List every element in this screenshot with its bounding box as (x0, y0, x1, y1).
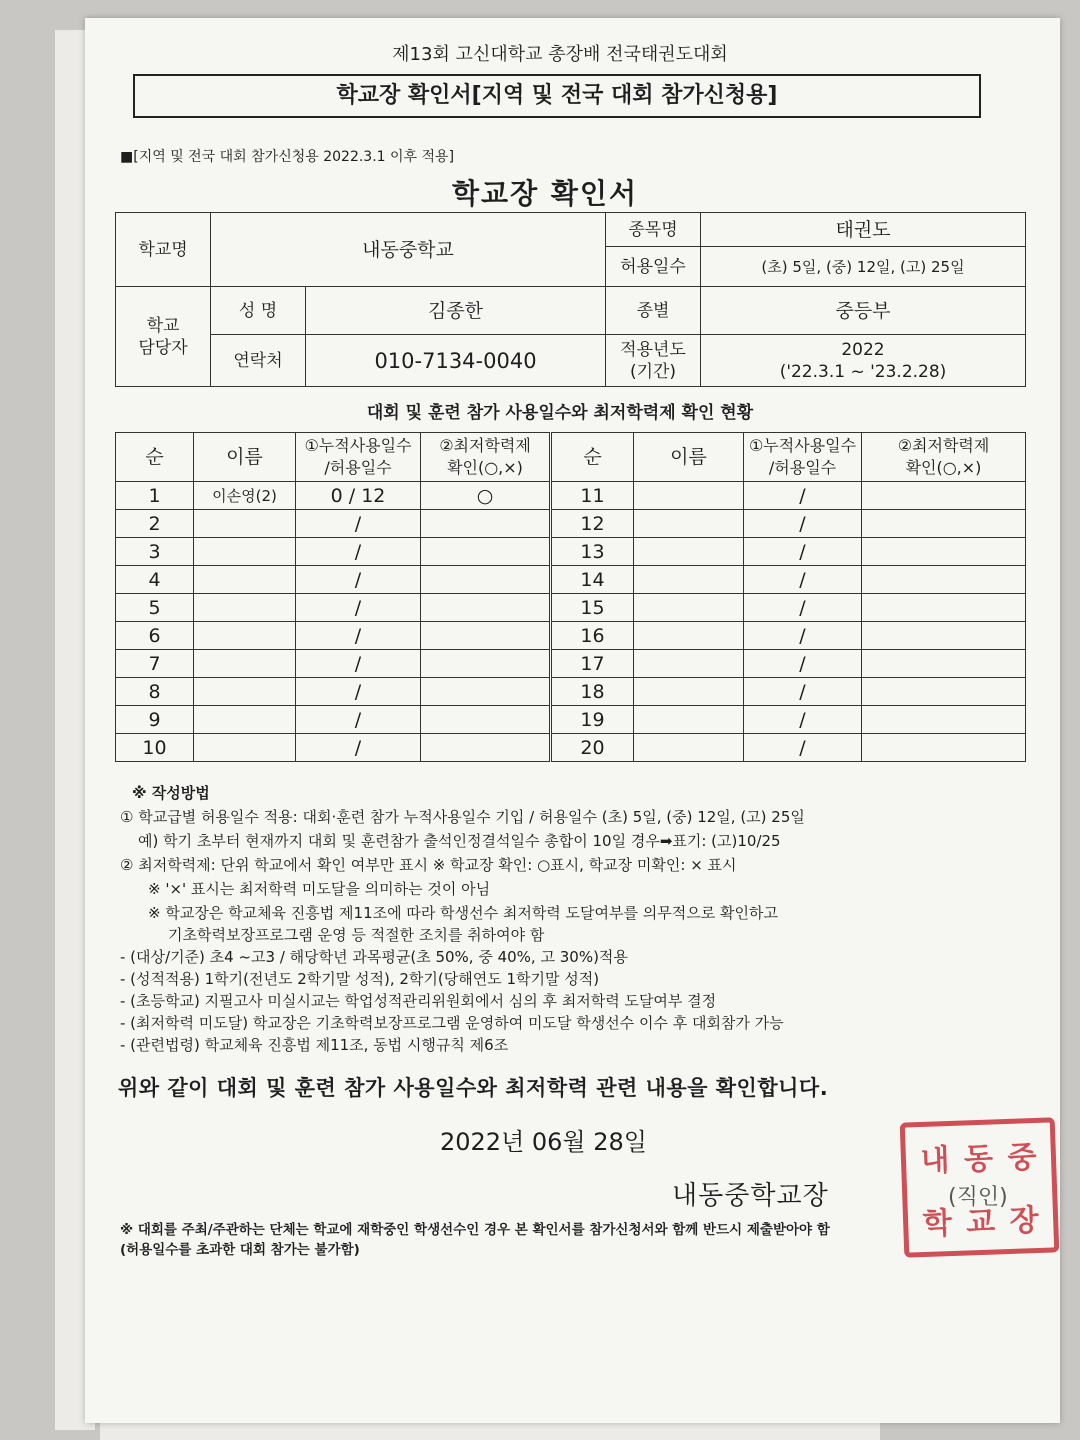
note-line: 예) 학기 초부터 현재까지 대회 및 훈련참가 출석인정결석일수 총합이 10일 경우➡표기: (고)10/25 (138, 832, 781, 850)
seal-label: (직인) (948, 1185, 1008, 1210)
table-row (116, 594, 1026, 622)
row-number: 4 (116, 566, 194, 594)
note-line: - (관련법령) 학교체육 진흥법 제11조, 동법 시행규칙 제6조 (120, 1036, 509, 1054)
used-days: / (296, 678, 421, 706)
usage-table (115, 432, 1026, 762)
stamp-char: 학 (922, 1205, 953, 1242)
student-name (194, 538, 296, 566)
stamp-char: 교 (965, 1204, 996, 1241)
table-row (116, 566, 1026, 594)
signer-name: 내동중학교장 (672, 1181, 829, 1211)
min-achievement-check (862, 594, 1026, 622)
stamp-char: 내 (919, 1143, 951, 1180)
event-value: 태권도 (701, 213, 1026, 247)
table-row (116, 622, 1026, 650)
manager-label: 학교 담당자 (116, 287, 211, 387)
usage-table-title: 대회 및 훈련 참가 사용일수와 최저학력제 확인 현황 (366, 403, 754, 423)
student-name (194, 650, 296, 678)
used-days: / (296, 594, 421, 622)
table-row (116, 678, 1026, 706)
note-line: ② 최저학력제: 단위 학교에서 확인 여부만 표시 ※ 학교장 확인: ○표시, 학교장 미확인: × 표시 (120, 856, 737, 874)
row-number: 1 (116, 482, 194, 510)
stamp-char: 중 (1006, 1140, 1038, 1177)
min-achievement-check (421, 734, 551, 762)
table-row (116, 650, 1026, 678)
used-days: / (744, 538, 862, 566)
info-table (115, 212, 1026, 387)
student-name (634, 622, 744, 650)
note-line: - (초등학교) 지필고사 미실시교는 학업성적관리위원회에서 심의 후 최저학력 도달여부 결정 (120, 992, 717, 1010)
min-achievement-check (421, 594, 551, 622)
note-line: ※ '×' 표시는 최저학력 미도달을 의미하는 것이 아님 (148, 880, 491, 898)
background-paper-edge-bottom (100, 1420, 880, 1440)
student-name (194, 706, 296, 734)
note-line: ※ 학교장은 학교체육 진흥법 제11조에 따라 학생선수 최저학력 도달여부를 의무적으로 확인하고 (148, 904, 778, 922)
name-label: 성 명 (211, 287, 306, 335)
usage-header-row (116, 433, 1026, 482)
row-number: 14 (551, 566, 634, 594)
min-achievement-check (421, 650, 551, 678)
student-name (194, 622, 296, 650)
min-achievement-check (862, 678, 1026, 706)
student-name (194, 734, 296, 762)
min-achievement-check (421, 538, 551, 566)
official-seal-stamp (900, 1117, 1060, 1257)
header-days-2: ①누적사용일수 /허용일수 (744, 433, 862, 482)
table-row (116, 538, 1026, 566)
table-row (116, 510, 1026, 538)
student-name (634, 734, 744, 762)
row-number: 12 (551, 510, 634, 538)
row-number: 17 (551, 650, 634, 678)
min-achievement-check (862, 622, 1026, 650)
used-days: / (744, 482, 862, 510)
used-days: / (296, 622, 421, 650)
note-line: - (대상/기준) 초4 ~고3 / 해당학년 과목평균(초 50%, 중 40%, 고 30%)적용 (120, 948, 628, 966)
student-name (194, 594, 296, 622)
used-days: / (744, 566, 862, 594)
min-achievement-check (862, 482, 1026, 510)
row-number: 16 (551, 622, 634, 650)
allowed-days-value: (초) 5일, (중) 12일, (고) 25일 (701, 247, 1026, 287)
header-check-2: ②최저학력제 확인(○,×) (862, 433, 1026, 482)
row-number: 18 (551, 678, 634, 706)
used-days: / (744, 594, 862, 622)
min-achievement-check (421, 678, 551, 706)
contact-value: 010-7134-0040 (306, 335, 606, 387)
student-name (194, 510, 296, 538)
issue-date: 2022년 06월 28일 (440, 1128, 647, 1156)
min-achievement-check: ○ (421, 482, 551, 510)
min-achievement-check (421, 706, 551, 734)
used-days: 0 / 12 (296, 482, 421, 510)
table-row (116, 482, 1026, 510)
min-achievement-check (862, 538, 1026, 566)
year-value: 2022 ('22.3.1 ~ '23.2.28) (701, 335, 1026, 387)
used-days: / (296, 566, 421, 594)
applicability-note: ■[지역 및 전국 대회 참가신청용 2022.3.1 이후 적용] (120, 149, 455, 165)
confirmation-statement: 위와 같이 대회 및 훈련 참가 사용일수와 최저학력 관련 내용을 확인합니다. (118, 1076, 829, 1100)
student-name (194, 678, 296, 706)
row-number: 7 (116, 650, 194, 678)
contact-label: 연락처 (211, 335, 306, 387)
student-name (634, 594, 744, 622)
used-days: / (744, 706, 862, 734)
school-label: 학교명 (116, 213, 211, 287)
allowed-days-label: 허용일수 (606, 247, 701, 287)
used-days: / (744, 734, 862, 762)
banner-title: 학교장 확인서[지역 및 전국 대회 참가신청용] (336, 83, 778, 108)
student-name (634, 482, 744, 510)
used-days: / (296, 706, 421, 734)
row-number: 20 (551, 734, 634, 762)
division-label: 종별 (606, 287, 701, 335)
min-achievement-check (421, 622, 551, 650)
student-name (634, 706, 744, 734)
header-no-2: 순 (551, 433, 634, 482)
header-days: ①누적사용일수 /허용일수 (296, 433, 421, 482)
used-days: / (296, 510, 421, 538)
competition-title: 제13회 고신대학교 총장배 전국태권도대회 (392, 44, 728, 65)
student-name (634, 538, 744, 566)
row-number: 9 (116, 706, 194, 734)
used-days: / (744, 510, 862, 538)
header-check: ②최저학력제 확인(○,×) (421, 433, 551, 482)
row-number: 5 (116, 594, 194, 622)
header-name-2: 이름 (634, 433, 744, 482)
row-number: 11 (551, 482, 634, 510)
student-name (634, 510, 744, 538)
row-number: 6 (116, 622, 194, 650)
note-line: ① 학교급별 허용일수 적용: 대회·훈련 참가 누적사용일수 기입 / 허용일수 (초) 5일, (중) 12일, (고) 25일 (120, 808, 805, 826)
min-achievement-check (862, 510, 1026, 538)
name-value: 김종한 (306, 287, 606, 335)
row-number: 13 (551, 538, 634, 566)
stamp-char: 장 (1009, 1202, 1040, 1239)
student-name: 이손영(2) (194, 482, 296, 510)
year-label: 적용년도 (기간) (606, 335, 701, 387)
stamp-char: 동 (963, 1141, 994, 1178)
footer-note: ※ 대회를 주최/주관하는 단체는 학교에 재학중인 학생선수인 경우 본 확인서를 참가신청서와 함께 반드시 제출받아야 함 (120, 1222, 830, 1238)
row-number: 2 (116, 510, 194, 538)
row-number: 8 (116, 678, 194, 706)
student-name (634, 566, 744, 594)
table-row (116, 706, 1026, 734)
row-number: 19 (551, 706, 634, 734)
used-days: / (744, 678, 862, 706)
used-days: / (296, 650, 421, 678)
event-label: 종목명 (606, 213, 701, 247)
used-days: / (744, 650, 862, 678)
used-days: / (296, 734, 421, 762)
used-days: / (744, 622, 862, 650)
header-name: 이름 (194, 433, 296, 482)
min-achievement-check (862, 566, 1026, 594)
min-achievement-check (421, 510, 551, 538)
row-number: 10 (116, 734, 194, 762)
min-achievement-check (862, 650, 1026, 678)
footer-note-sub: (허용일수를 초과한 대회 참가는 불가함) (120, 1242, 360, 1258)
min-achievement-check (862, 734, 1026, 762)
school-value: 내동중학교 (211, 213, 606, 287)
student-name (194, 566, 296, 594)
note-line: - (최저학력 미도달) 학교장은 기초학력보장프로그램 운영하여 미도달 학생선수 이수 후 대회참가 가능 (120, 1014, 784, 1032)
student-name (634, 650, 744, 678)
row-number: 3 (116, 538, 194, 566)
student-name (634, 678, 744, 706)
table-row (116, 734, 1026, 762)
min-achievement-check (862, 706, 1026, 734)
header-no: 순 (116, 433, 194, 482)
min-achievement-check (421, 566, 551, 594)
banner-box (133, 74, 981, 118)
used-days: / (296, 538, 421, 566)
division-value: 중등부 (701, 287, 1026, 335)
note-line: - (성적적용) 1학기(전년도 2학기말 성적), 2학기(당해연도 1학기말 성적) (120, 970, 600, 988)
note-line: 기초학력보장프로그램 운영 등 적절한 조치를 취하여야 함 (168, 926, 545, 944)
document-title: 학교장 확인서 (451, 177, 639, 210)
instructions-heading: ※ 작성방법 (132, 784, 210, 802)
row-number: 15 (551, 594, 634, 622)
